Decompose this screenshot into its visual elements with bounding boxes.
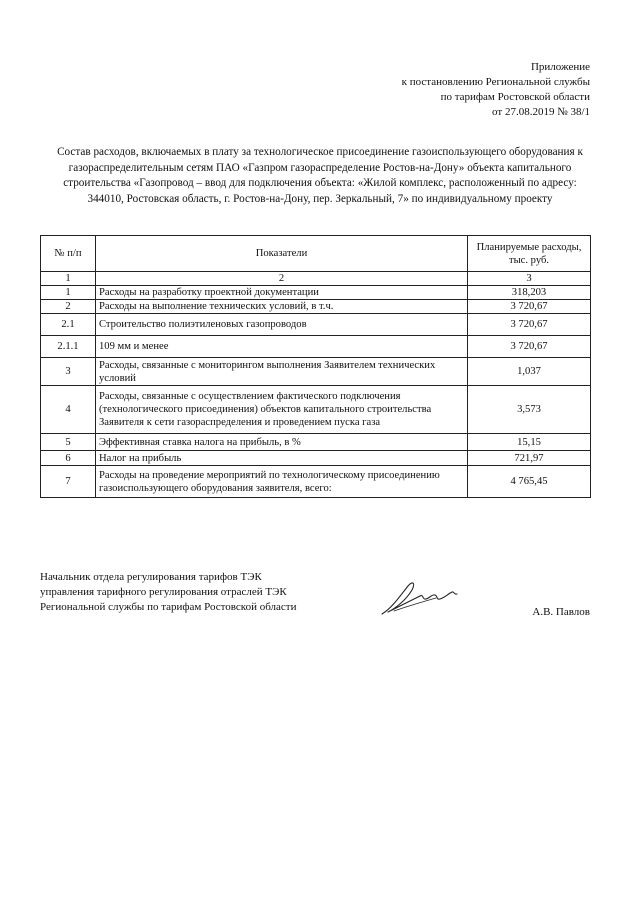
row-value: 721,97 (468, 451, 591, 466)
signatory-line: Начальник отдела регулирования тарифов ТЭК (40, 571, 262, 583)
row-value: 3 720,67 (468, 314, 591, 336)
header-value (468, 236, 591, 272)
header-name: Показатели (96, 236, 468, 272)
handwritten-signature (378, 578, 468, 620)
table-header-row (41, 236, 591, 272)
row-num: 2.1.1 (41, 336, 96, 358)
row-name: Строительство полиэтиленовых газопроводов (96, 314, 468, 336)
row-num: 3 (41, 358, 96, 386)
approval-line: по тарифам Ростовской области (440, 91, 590, 103)
signatory-position (40, 570, 297, 615)
row-name: Эффективная ставка налога на прибыль, в % (96, 434, 468, 451)
title-line: строительства «Газопровод – ввод для подключения объекта: «Жилой комплекс, расположенный по адресу: (63, 177, 577, 189)
row-name: Расходы, связанные с мониторингом выполнения Заявителем технических условий (96, 358, 468, 386)
table-row (41, 286, 591, 300)
row-name: Налог на прибыль (96, 451, 468, 466)
title-line: Состав расходов, включаемых в плату за технологическое присоединение газоиспользующего оборудования к (57, 146, 583, 158)
signatory-line: Региональной службы по тарифам Ростовской области (40, 601, 297, 613)
title-line: 344010, Ростовская область, г. Ростов-на-Дону, пер. Зеркальный, 7» по индивидуальному проекту (87, 192, 553, 205)
table-index-row (41, 272, 591, 286)
costs-table (40, 235, 591, 498)
row-value: 3,573 (468, 386, 591, 434)
table-row (41, 300, 591, 314)
row-value: 318,203 (468, 286, 591, 300)
header-value-line: Планируемые расходы, (476, 241, 582, 253)
row-name: 109 мм и менее (96, 336, 468, 358)
row-value: 4 765,45 (468, 466, 591, 498)
index-cell: 3 (468, 272, 591, 286)
table-row (41, 451, 591, 466)
row-value: 1,037 (468, 358, 591, 386)
row-num: 2 (41, 300, 96, 314)
signatory-name: А.В. Павлов (532, 606, 590, 618)
row-value: 3 720,67 (468, 300, 591, 314)
table-row (41, 336, 591, 358)
table-row (41, 314, 591, 336)
approval-line: Приложение (530, 61, 590, 73)
approval-line: от 27.08.2019 № 38/1 (492, 106, 590, 118)
table-row (41, 466, 591, 498)
table-row (41, 386, 591, 434)
row-name: Расходы, связанные с осуществлением фактического подключения (технологического присоединения) объектов капитального строительства Заявителя к сети газораспределения и проведением пуска газа (96, 386, 468, 434)
row-num: 2.1 (41, 314, 96, 336)
approval-line: к постановлению Региональной службы (401, 76, 590, 88)
approval-stamp (290, 60, 590, 120)
row-num: 4 (41, 386, 96, 434)
row-num: 7 (41, 466, 96, 498)
title-line: газораспределительным сетям ПАО «Газпром газораспределение Ростов-на-Дону» объекта капитального (68, 161, 572, 174)
index-cell: 2 (96, 272, 468, 286)
document-title (40, 145, 600, 207)
row-value: 15,15 (468, 434, 591, 451)
signatory-line: управления тарифного регулирования отраслей ТЭК (40, 586, 287, 598)
row-name: Расходы на проведение мероприятий по технологическому присоединению газоиспользующего оборудования заявителя, всего: (96, 466, 468, 498)
table-row (41, 434, 591, 451)
row-num: 5 (41, 434, 96, 451)
header-value-line: тыс. руб. (508, 254, 550, 266)
table-row (41, 358, 591, 386)
row-name: Расходы на выполнение технических условий, в т.ч. (96, 300, 468, 314)
row-num: 1 (41, 286, 96, 300)
row-name: Расходы на разработку проектной документации (96, 286, 468, 300)
index-cell: 1 (41, 272, 96, 286)
row-num: 6 (41, 451, 96, 466)
row-value: 3 720,67 (468, 336, 591, 358)
header-num: № п/п (41, 236, 96, 272)
